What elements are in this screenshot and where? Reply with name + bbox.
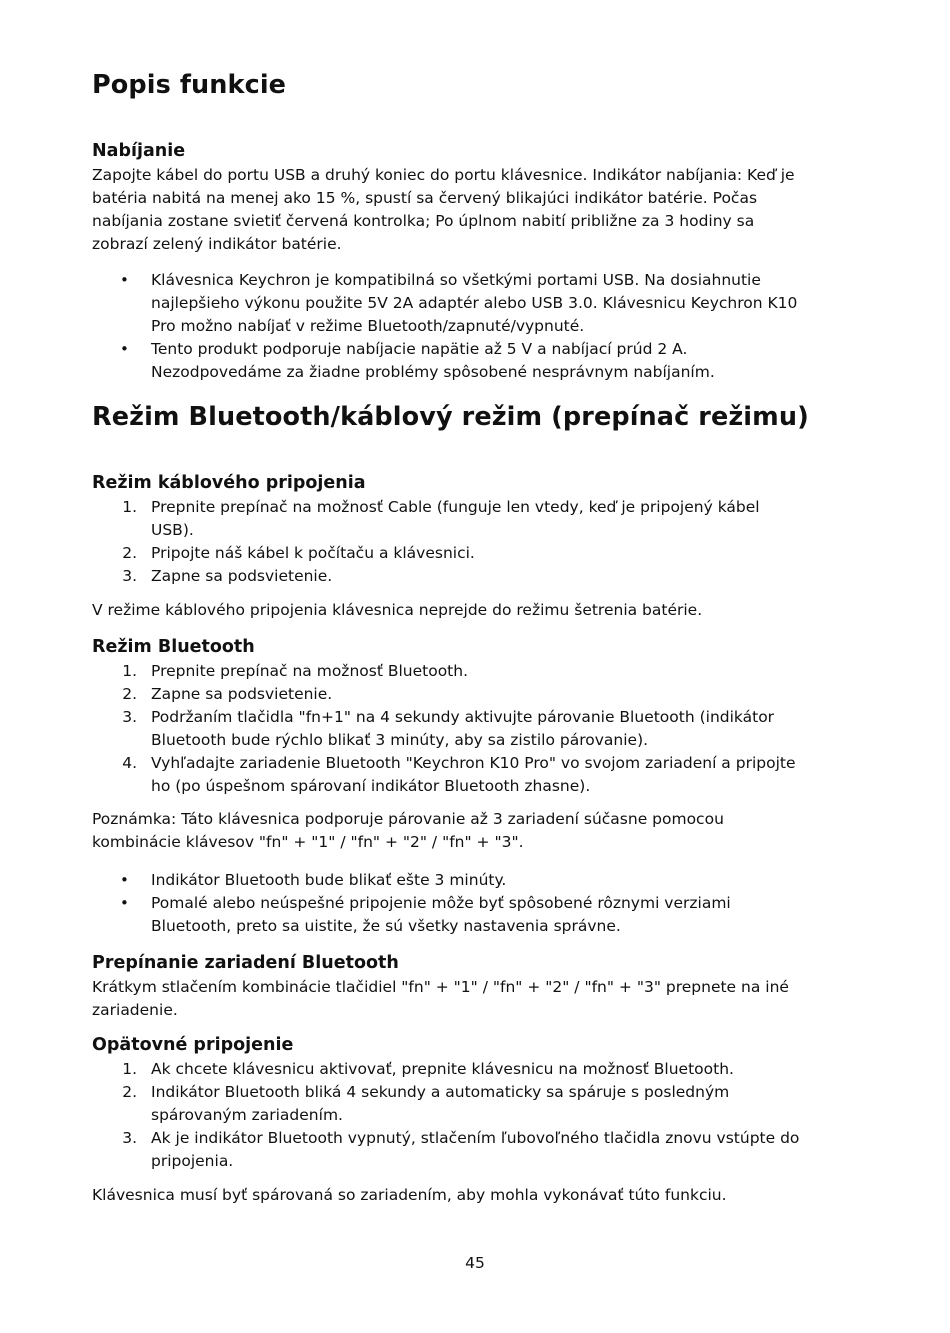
features-title: Popis funkcie: [92, 70, 287, 100]
list-item: [92, 706, 837, 752]
text-line: Klávesnica Keychron je kompatibilná so všetkými portami USB. Na dosiahnutie: [151, 271, 761, 289]
number-marker: 2.: [122, 1083, 137, 1101]
number-marker: 4.: [122, 754, 137, 772]
bluetooth-steps-list: [92, 660, 837, 798]
text-line: najlepšieho výkonu použite 5V 2A adaptér alebo USB 3.0. Klávesnicu Keychron K10: [151, 294, 798, 312]
reconnect-steps-list: [92, 1058, 837, 1173]
text-line: Podržaním tlačidla "fn+1" na 4 sekundy aktivujte párovanie Bluetooth (indikátor: [151, 708, 775, 726]
reconnect-heading: Opätovné pripojenie: [92, 1035, 294, 1055]
bullet-marker: •: [120, 894, 129, 912]
text-line: Pomalé alebo neúspešné pripojenie môže byť spôsobené rôznymi verziami: [151, 894, 731, 912]
cable-steps-list: [92, 496, 837, 588]
text-line: ho (po úspešnom spárovaní indikátor Bluetooth zhasne).: [151, 777, 591, 795]
text-line: Prepnite prepínač na možnosť Bluetooth.: [151, 662, 469, 680]
cable-heading: Režim káblového pripojenia: [92, 473, 366, 493]
text-line: Pro možno nabíjať v režime Bluetooth/zapnuté/vypnuté.: [151, 317, 585, 335]
charging-bullet-list: [92, 269, 837, 384]
text-line: Pripojte náš kábel k počítaču a klávesnici.: [151, 544, 475, 562]
list-item: [92, 752, 837, 798]
list-item: [92, 338, 837, 384]
text-line: zobrazí zelený indikátor batérie.: [92, 235, 342, 253]
text-line: kombinácie klávesov "fn" + "1" / "fn" + "2" / "fn" + "3".: [92, 833, 524, 851]
text-line: Zapne sa podsvietenie.: [151, 685, 333, 703]
list-item: [92, 660, 837, 683]
page-number: 45: [465, 1254, 485, 1272]
number-marker: 1.: [122, 662, 137, 680]
switching-heading: Prepínanie zariadení Bluetooth: [92, 953, 399, 973]
number-marker: 1.: [122, 1060, 137, 1078]
list-item: [92, 1058, 837, 1081]
charging-paragraph: [92, 164, 837, 256]
text-line: Tento produkt podporuje nabíjacie napätie až 5 V a nabíjací prúd 2 A.: [151, 340, 688, 358]
text-line: spárovaným zariadením.: [151, 1106, 343, 1124]
text-line: Prepnite prepínač na možnosť Cable (funguje len vtedy, keď je pripojený kábel: [151, 498, 760, 516]
list-item: [92, 1081, 837, 1127]
text-line: nabíjania zostane svietiť červená kontrolka; Po úplnom nabití približne za 3 hodiny sa: [92, 212, 755, 230]
text-line: USB).: [151, 521, 194, 539]
bluetooth-heading: Režim Bluetooth: [92, 637, 255, 657]
cable-note: V režime káblového pripojenia klávesnica neprejde do režimu šetrenia batérie.: [92, 601, 703, 619]
bluetooth-bullet-list: [92, 869, 837, 938]
text-line: Ak je indikátor Bluetooth vypnutý, stlačením ľubovoľného tlačidla znovu vstúpte do: [151, 1129, 800, 1147]
list-item: [92, 892, 837, 938]
text-line: zariadenie.: [92, 1001, 178, 1019]
text-line: Bluetooth, preto sa uistite, že sú všetky nastavenia správne.: [151, 917, 621, 935]
number-marker: 3.: [122, 567, 137, 585]
text-line: Zapne sa podsvietenie.: [151, 567, 333, 585]
text-line: Vyhľadajte zariadenie Bluetooth "Keychron K10 Pro" vo svojom zariadení a pripojte: [151, 754, 796, 772]
reconnect-note: Klávesnica musí byť spárovaná so zariadením, aby mohla vykonávať túto funkciu.: [92, 1186, 727, 1204]
text-line: Ak chcete klávesnicu aktivovať, prepnite klávesnicu na možnosť Bluetooth.: [151, 1060, 734, 1078]
bullet-marker: •: [120, 271, 129, 289]
bullet-marker: •: [120, 340, 129, 358]
text-line: batéria nabitá na menej ako 15 %, spustí sa červený blikajúci indikátor batérie. Počas: [92, 189, 758, 207]
list-item: [92, 269, 837, 338]
text-line: Indikátor Bluetooth bliká 4 sekundy a automaticky sa spáruje s posledným: [151, 1083, 730, 1101]
text-line: Indikátor Bluetooth bude blikať ešte 3 minúty.: [151, 871, 507, 889]
list-item: [92, 565, 837, 588]
list-item: [92, 683, 837, 706]
list-item: [92, 1127, 837, 1173]
text-line: Nezodpovedáme za žiadne problémy spôsobené nesprávnym nabíjaním.: [151, 363, 715, 381]
text-line: pripojenia.: [151, 1152, 234, 1170]
mode-title: Režim Bluetooth/káblový režim (prepínač režimu): [92, 402, 809, 432]
list-item: [92, 542, 837, 565]
number-marker: 1.: [122, 498, 137, 516]
text-line: Poznámka: Táto klávesnica podporuje párovanie až 3 zariadení súčasne pomocou: [92, 810, 724, 828]
list-item: [92, 869, 837, 892]
number-marker: 2.: [122, 685, 137, 703]
bullet-marker: •: [120, 871, 129, 889]
bluetooth-note: [92, 808, 837, 854]
number-marker: 3.: [122, 1129, 137, 1147]
number-marker: 2.: [122, 544, 137, 562]
text-line: Zapojte kábel do portu USB a druhý koniec do portu klávesnice. Indikátor nabíjania: Keď je: [92, 166, 795, 184]
switching-paragraph: [92, 976, 837, 1022]
text-line: Bluetooth bude rýchlo blikať 3 minúty, aby sa zistilo párovanie).: [151, 731, 649, 749]
text-line: Krátkym stlačením kombinácie tlačidiel "fn" + "1" / "fn" + "2" / "fn" + "3" prepnete na iné: [92, 978, 789, 996]
list-item: [92, 496, 837, 542]
number-marker: 3.: [122, 708, 137, 726]
charging-heading: Nabíjanie: [92, 141, 186, 161]
